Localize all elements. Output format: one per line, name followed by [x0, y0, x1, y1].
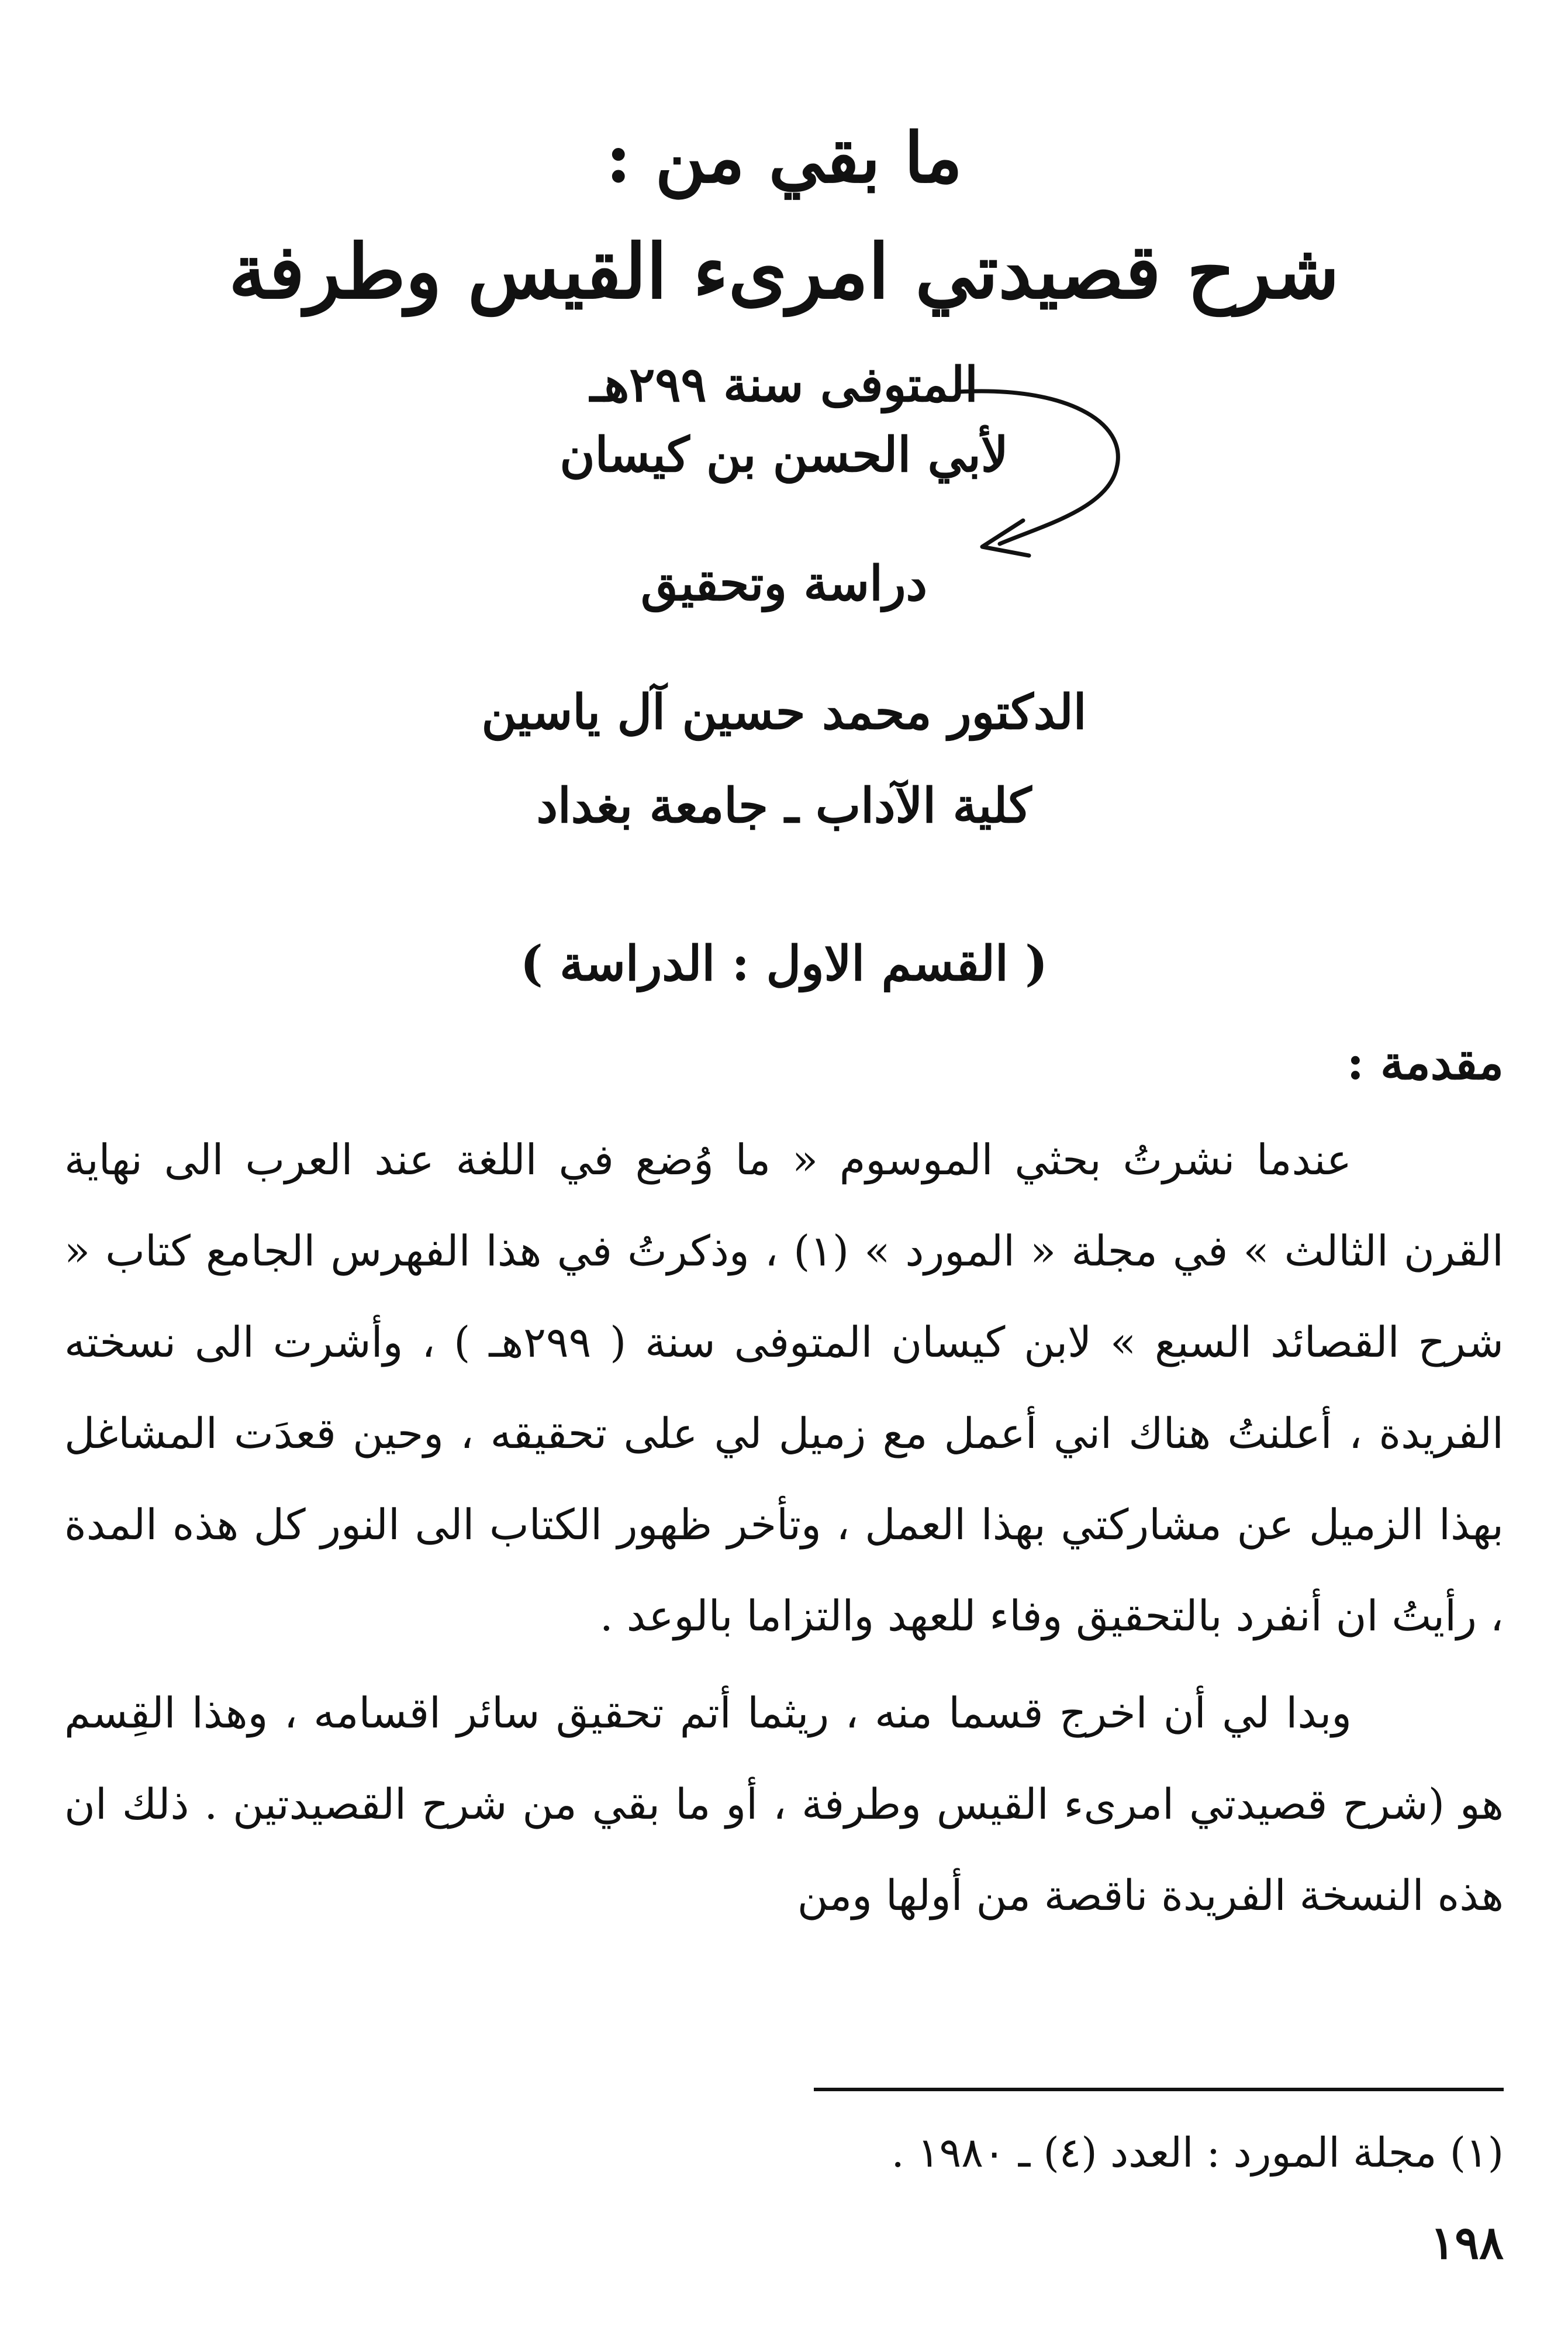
body-text	[64, 1114, 1504, 1941]
footnote: (١) مجلة المورد : العدد (٤) ـ ١٩٨٠ .	[891, 2129, 1504, 2177]
title-line-1: ما بقي من :	[606, 117, 962, 198]
paragraph-2: وبدا لي أن اخرج قسما منه ، ريثما أتم تحقيق سائر اقسامه ، وهذا القِسم هو (شرح قصيدتي امرىء القيس وطرفة ، أو ما بقي من شرح القصيدتين . ذلك ان هذه النسخة الفريدة ناقصة من أولها ومن	[64, 1688, 1504, 1920]
intro-heading: مقدمة :	[1346, 1035, 1504, 1090]
study-line: دراسة وتحقيق	[640, 556, 928, 612]
paragraph-1: عندما نشرتُ بحثي الموسوم « ما وُضع في اللغة عند العرب الى نهاية القرن الثالث » في مجلة « المورد » (١) ، وذكرتُ في هذا الفهرس الجامع كتاب « شرح القصائد السبع » لابن كيسان المتوفى سنة ( ٢٩٩هـ ) ، وأشرت الى نسخته الفريدة ، أعلنتُ هناك اني أعمل مع زميل لي على تحقيقه ، وحين قعدَت المشاغل بهذا الزميل عن مشاركتي بهذا العمل ، وتأخر ظهور الكتاب الى النور كل هذه المدة ، رأيتُ ان أنفرد بالتحقيق وفاء للعهد والتزاما بالوعد .	[64, 1135, 1504, 1640]
main-title: شرح قصيدتي امرىء القيس وطرفة	[229, 228, 1339, 316]
researcher-affiliation: كلية الآداب ـ جامعة بغداد	[536, 778, 1032, 834]
section-title: ( القسم الاول : الدراسة )	[520, 936, 1048, 992]
footnote-divider	[814, 2088, 1504, 2091]
researcher-name: الدكتور محمد حسين آل ياسين	[481, 684, 1087, 740]
died-year-line: المتوفى سنة ٢٩٩هـ	[590, 357, 978, 413]
author-line: لأبي الحسن بن كيسان	[559, 427, 1009, 483]
page-number: ١٩٨	[1430, 2216, 1504, 2270]
